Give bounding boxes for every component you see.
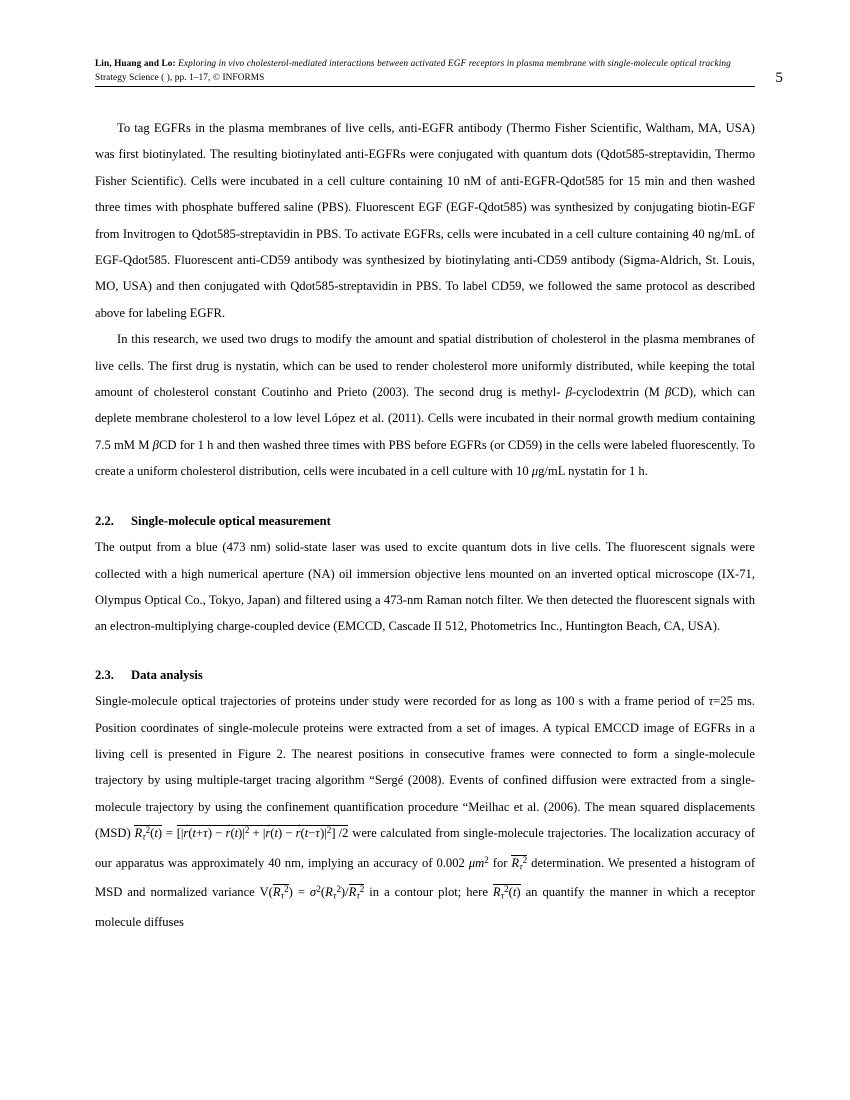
running-head-title: Exploring in vivo cholesterol-mediated interactions between activated EGF receptors in plasma membrane with single-molecule optical tracking — [178, 59, 731, 69]
para2-segment-a: In this research, we used two drugs to modify the amount and spatial distribution of cholesterol in the plasma membranes of live cells. The first drug is nystatin, which can be used to render cholesterol more uniformly distributed, while keeping the total amount of cholesterol constant Coutinho and Prieto (2003). The second drug is methyl- — [95, 332, 755, 400]
section-2-3-paragraph — [95, 688, 755, 936]
section-2-3-number: 2.3. — [95, 667, 114, 682]
tau-symbol: τ — [708, 694, 714, 709]
paragraph-1-block — [95, 115, 755, 326]
msd-rhs: $[|r \to(t+\tau) - r \to(t)|^2 + |r \to(t) - r \to(t-\tau)|^2]$ /2 — [177, 825, 349, 840]
sec23-segment-d: for — [492, 855, 508, 870]
section-2-2-paragraph: The output from a blue (473 nm) solid-state laser was used to excite quantum dots in live cells. The fluorescent signals were collected with a high numerical aperture (NA) oil immersion objective lens mounted on an inverted optical microscope (IX-71, Olympus Optical Co., Tokyo, Japan) and filtered using a 473-nm Raman notch filter. We then detected the fluorescent signals with an electron-multiplying charge-coupled device (EMCCD, Cascade II 512, Photometrics Inc., Huntington Beach, CA, USA). — [95, 540, 755, 634]
normalized-variance-formula: $V(R_\tau^2) = \sigma^2(R_\tau^2)/R_\tau^2$ — [259, 884, 365, 901]
para2-segment-b: -cyclodextrin (M — [572, 385, 660, 400]
section-2-2-number: 2.2. — [95, 513, 114, 528]
section-2-3-heading — [95, 662, 755, 688]
section-2-3-block — [95, 662, 755, 936]
rt-symbol-inline: $R_\tau^2(t)$ — [492, 884, 521, 901]
sec23-segment-b: =25 ms. Position coordinates of single-molecule proteins were extracted from a set of images. A typical EMCCD image of EGFRs in a living cell is presented in Figure 2. The nearest positions in consecutive frames were connected to form a single-molecule trajectory by using multiple-target tracing algorithm “Sergé (2008). Events of confined diffusion were extracted from a single-molecule trajectory by using the confinement quantification procedure “Meilhac et al. (2006). The mean squared displacements (MSD) — [95, 694, 755, 841]
msd-lhs: $R_\tau^2(t)$ — [134, 824, 163, 842]
para2-segment-d: CD for 1 h and then washed three times with PBS before EGFRs (or CD59) in the cells were labeled fluorescently. To create a uniform cholesterol distribution, cells were incubated in a cell culture with 10 — [95, 437, 755, 479]
sec23-segment-g: an quantify the manner in which a receptor molecule diffuses — [95, 885, 755, 930]
msd-symbol-inline: $R_\tau^2$ — [511, 854, 528, 872]
paragraph-2-block — [95, 326, 755, 484]
section-2-2-block — [95, 508, 755, 640]
beta-symbol-1: β — [565, 385, 573, 400]
paragraph-tagging-egfrs: To tag EGFRs in the plasma membranes of live cells, anti-EGFR antibody (Thermo Fisher Scientific, Waltham, MA, USA) was first biotinylated. The resulting biotinylated anti-EGFRs were conjugated with quantum dots (Qdot585-streptavidin, Thermo Fisher Scientific). Cells were incubated in a cell culture containing 10 nM of anti-EGFR-Qdot585 for 15 min and then washed three times with phosphate buffered saline (PBS). Fluorescent EGF (EGF-Qdot585) was synthesized by conjugating biotin-EGF from Invitrogen to Qdot585-streptavidin in PBS. To activate EGFRs, cells were incubated in a cell culture containing 40 ng/mL of EGF-Qdot585. Fluorescent anti-CD59 antibody was synthesized by biotinylating anti-CD59 antibody (Sigma-Aldrich, St. Louis, MO, USA) and then conjugated with Qdot585-streptavidin in PBS. To label CD59, we followed the same protocol as described above for labeling EGFR. — [95, 121, 755, 320]
sec23-segment-f: in a contour plot; here — [369, 885, 488, 900]
running-head-journal-line: Strategy Science ( ), pp. 1–17, © INFORMS — [95, 72, 265, 83]
running-head-rule — [95, 86, 755, 87]
mu-symbol: μ — [531, 464, 539, 479]
sec23-segment-e: determination. We presented a histogram of MSD and normalized variance — [95, 855, 756, 900]
running-head-line-1 — [95, 58, 755, 72]
section-2-3-title: Data analysis — [131, 667, 203, 682]
para2-segment-c: CD), which can deplete membrane cholesterol to a low level López et al. (2011). Cells were incubated in their normal growth medium containing 7.5 mM M — [95, 385, 755, 452]
section-2-2-heading — [95, 508, 755, 534]
para2-segment-e: g/mL nystatin for 1 h. — [538, 464, 648, 479]
paragraph-drugs-cholesterol — [95, 326, 755, 484]
beta-symbol-2: β — [665, 385, 672, 400]
msd-formula: $R_\tau^2(t) = [|r \to(t+\tau) - r \to(t)|^2 + |r \to(t) - r \to(t-\tau)|^2]$ /2 — [134, 826, 348, 840]
running-head — [95, 58, 783, 87]
section-2-2-title: Single-molecule optical measurement — [131, 513, 331, 528]
page-number: 5 — [775, 70, 783, 86]
beta-symbol-3: β — [152, 437, 159, 452]
micrometer-squared-unit: $\mu m^2$ — [468, 854, 489, 870]
sec23-segment-a: Single-molecule optical trajectories of proteins under study were recorded for as long as 100 s with a frame period of — [95, 694, 705, 709]
running-head-authors: Lin, Huang and Lo: — [95, 59, 176, 69]
page-content — [95, 58, 783, 936]
sec23-segment-c: were calculated from single-molecule trajectories. The localization accuracy of our apparatus was approximately 40 nm, implying an accuracy of 0.002 — [95, 826, 755, 870]
